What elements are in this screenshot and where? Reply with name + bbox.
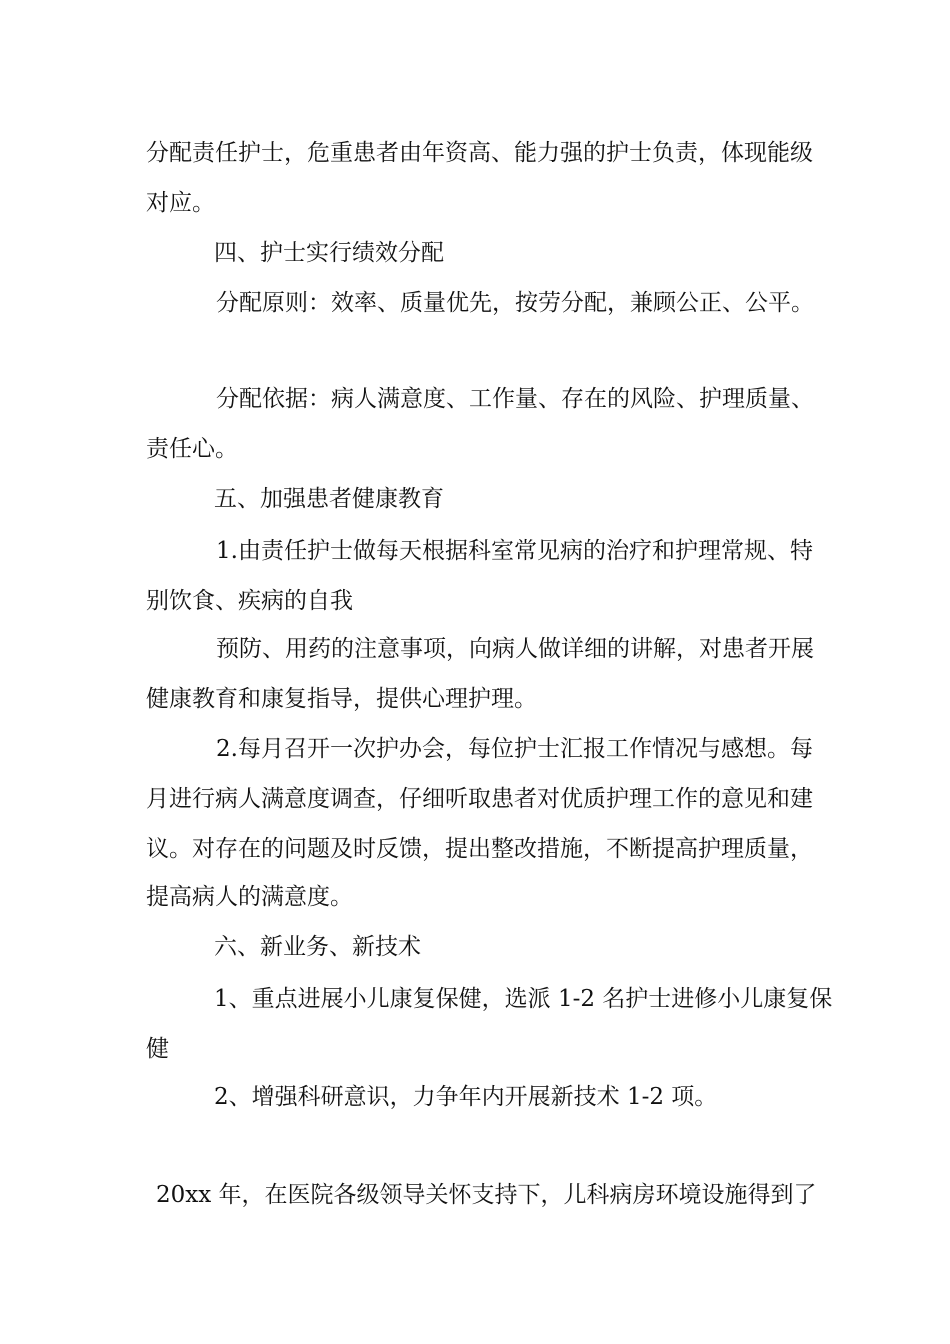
- section-heading: 四、护士实行绩效分配: [214, 240, 444, 266]
- paragraph-line: 责任心。: [146, 436, 238, 462]
- paragraph-line: 1.由责任护士做每天根据科室常见病的治疗和护理常规、特: [216, 538, 813, 564]
- paragraph-line: 提高病人的满意度。: [146, 884, 353, 910]
- paragraph-line: 分配原则：效率、质量优先，按劳分配，兼顾公正、公平。: [216, 290, 814, 316]
- paragraph-line: 健康教育和康复指导，提供心理护理。: [146, 686, 537, 712]
- paragraph-line: 月进行病人满意度调查，仔细听取患者对优质护理工作的意见和建: [146, 786, 813, 812]
- paragraph-line: 别饮食、疾病的自我: [146, 588, 353, 614]
- section-heading: 六、新业务、新技术: [214, 934, 421, 960]
- section-heading: 五、加强患者健康教育: [214, 486, 444, 512]
- paragraph-line: 健: [146, 1036, 169, 1062]
- paragraph-line: 预防、用药的注意事项，向病人做详细的讲解，对患者开展: [216, 636, 814, 662]
- paragraph-line: 20xx 年，在医院各级领导关怀支持下，儿科病房环境设施得到了: [156, 1182, 817, 1208]
- paragraph-line: 2.每月召开一次护办会，每位护士汇报工作情况与感想。每: [216, 736, 813, 762]
- paragraph-line: 2、增强科研意识，力争年内开展新技术 1-2 项。: [214, 1084, 718, 1110]
- paragraph-line: 分配责任护士，危重患者由年资高、能力强的护士负责，体现能级: [146, 140, 813, 166]
- paragraph-line: 1、重点进展小儿康复保健，选派 1-2 名护士进修小儿康复保: [214, 986, 833, 1012]
- paragraph-line: 分配依据：病人满意度、工作量、存在的风险、护理质量、: [216, 386, 814, 412]
- paragraph-line: 对应。: [146, 190, 215, 216]
- paragraph-line: 议。对存在的问题及时反馈，提出整改措施，不断提高护理质量，: [146, 836, 813, 862]
